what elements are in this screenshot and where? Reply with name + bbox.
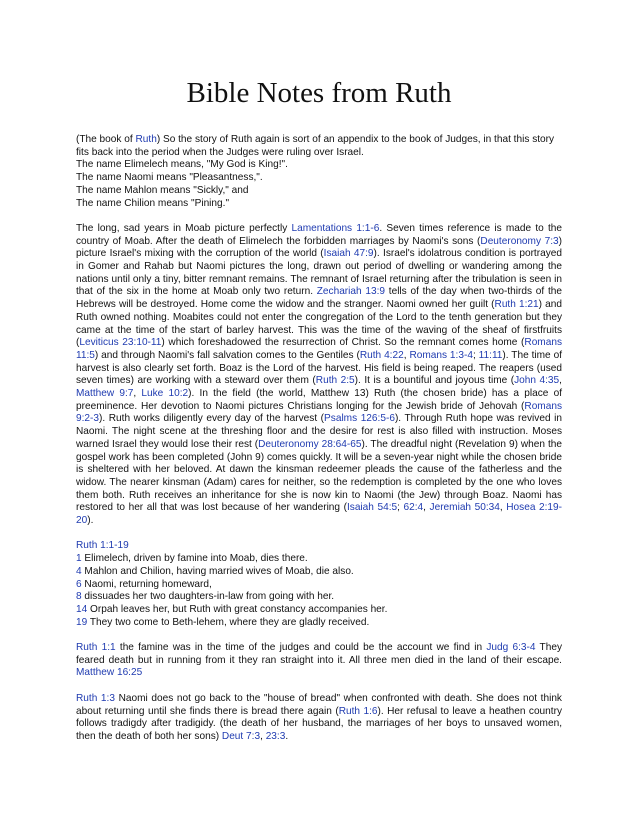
text-line: The name Mahlon means "Sickly," and [76,184,249,196]
page-title: Bible Notes from Ruth [186,77,452,109]
text-line: The name Naomi means "Pleasantness,". [76,172,263,184]
scripture-link-lamentations-1-1-6[interactable]: Lamentations 1:1-6 [291,222,380,234]
scripture-link-ruth[interactable]: Ruth [135,134,157,145]
text-line: The name Chilion means "Pining." [76,197,230,209]
scripture-link-ruth-2-5[interactable]: Ruth 2:5 [315,375,355,387]
verse-note-ruth-1-1: Ruth 1:1 the famine was in the time of the judges and could be the account we find in Judg 6:3-4 They feared death but in running from it they ran straight into it. All three men died in the land of their escape. Matthew 16:25 [76,642,563,679]
scripture-link-luke-10-2[interactable]: Luke 10:2 [141,388,189,400]
text-line: 1 Elimelech, driven by famine into Moab, dies there. [76,553,308,565]
scripture-link-zechariah-13-9[interactable]: Zechariah 13:9 [316,286,386,298]
scripture-link-hosea-2-19-20[interactable]: Hosea 2:19-20 [76,502,563,527]
scripture-link-matthew-16-25[interactable]: Matthew 16:25 [76,667,143,679]
scripture-link-4[interactable]: 4 [76,565,82,577]
scripture-link-ruth-4-22[interactable]: Ruth 4:22 [359,349,404,361]
scripture-link-romans-9-2-3[interactable]: Romans 9:2-3 [76,400,562,425]
scripture-link-14[interactable]: 14 [76,603,88,615]
scripture-link-11-11[interactable]: 11:11 [478,349,503,361]
commentary-paragraph: The long, sad years in Moab picture perfectly Lamentations 1:1-6. Seven times reference is made to the country of Moab. After the death of Elimelech the forbidden marriages by Naomi's sons (Deuteronomy 7:3) picture Israel's mixing with the corruption of the world (Isaiah 47:9). Israel's idolatrous condition is portrayed in Gomer and Rahab but Naomi pictures the long, drawn out period of dwelling or wandering among the nations until only a tiny, bitter remnant remains. The remnant of Israel returning after the tribulation is seen in that of the six in the home at Moab only two return. Zechariah 13:9 tells of the day when two-thirds of the Hebrews will be destroyed. Home come the widow and the stranger. Naomi owned her guilt (Ruth 1:21) and Ruth owned nothing. Moabites could not enter the congregation of the Lord to the tenth generation but they came at the time of the start of barley harvest. This was the time of the waving of the sheaf of firstfruits (Leviticus 23:10-11) which foreshadowed the resurrection of Christ. So the remnant comes home (Romans 11:5) and through Naomi's fall salvation comes to the Gentiles (Ruth 4:22, Romans 1:3-4; 11:11). The time of harvest is also clearly set forth. Boaz is the Lord of the harvest. His field is being reaped. The reapers (used seven times) are working with a steward over them (Ruth 2:5). It is a bountiful and joyous time (John 4:35, Matthew 9:7, Luke 10:2). In the field (the world, Matthew 13) Ruth (the chosen bride) has a place of preeminence. Her devotion to Naomi pictures Christians longing for the Jewish bride of Jehovah (Romans 9:2-3). Ruth works diligently every day of the harvest (Psalms 126:5-6). Through Ruth hope was revived in Naomi. The night scene at the threshing floor and the desire for rest is also filled with instruction. Moses warned Israel they would lose their rest (Deuteronomy 28:64-65). The dreadful night (Revelation 9) when the gospel work has been completed (John 9) comes quickly. It will be a seven-year night while the chosen bride is sheltered with her beloved. At dawn the kinsman redeemer pleads the cause of the fatherless and the widow. The nearer kinsman (Adam) cares for neither, so the redemption is completed by the one who loves them both. Ruth receives an inheritance for she is now kin to Naomi (the Jew) through Boaz. Naomi has restored to her all that was lost because of her wandering (Isaiah 54:5; 62:4, Jeremiah 50:34, Hosea 2:19-20). [76,222,563,527]
text-line: (The book of Ruth) So the story of Ruth again is sort of an appendix to the book of Judges, in that this story fits back into the period when the Judges were ruling over Israel. [76,134,555,158]
scripture-link-19[interactable]: 19 [76,616,88,628]
scripture-link-john-4-35[interactable]: John 4:35 [514,375,560,387]
scripture-link-psalms-126-5-6[interactable]: Psalms 126:5-6 [324,413,395,425]
scripture-link-8[interactable]: 8 [76,591,82,603]
scripture-link-isaiah-54-5[interactable]: Isaiah 54:5 [346,502,398,514]
scripture-link-romans-11-5[interactable]: Romans 11:5 [76,337,562,361]
scripture-link-romans-1-3-4[interactable]: Romans 1:3-4 [409,349,473,361]
intro-paragraph [76,134,562,210]
scripture-link-ruth-1-1-19[interactable]: Ruth 1:1-19 [76,540,129,552]
scripture-link-isaiah-47-9[interactable]: Isaiah 47:9 [323,248,374,260]
text-line: 19 They two come to Beth-lehem, where they are gladly received. [76,616,370,628]
scripture-link-1[interactable]: 1 [76,553,82,565]
scripture-link-leviticus-23-10-11[interactable]: Leviticus 23:10-11 [79,337,162,349]
text-line: 14 Orpah leaves her, but Ruth with great constancy accompanies her. [76,603,388,615]
scripture-link-deut-7-3[interactable]: Deut 7:3 [221,730,261,742]
scripture-link-jeremiah-50-34[interactable]: Jeremiah 50:34 [429,502,500,514]
text-line: The name Elimelech means, "My God is King!". [76,159,288,171]
scripture-link-ruth-1-6[interactable]: Ruth 1:6 [338,705,378,717]
text-line [76,540,562,553]
scripture-link-deuteronomy-28-64-65[interactable]: Deuteronomy 28:64-65 [258,438,362,450]
verse-note-ruth-1-3: Ruth 1:3 Naomi does not go back to the "house of bread" when confronted with death. She does not think about returning until she finds there is bread there again (Ruth 1:6). Her refusal to leave a heathen country follows tradigdy after tradigidy. (the death of her husband, the marriages of her boys to unsaved women, then the death of both her sons) Deut 7:3, 23:3. [76,692,562,742]
scripture-link-ruth-1-21[interactable]: Ruth 1:21 [494,299,539,311]
chapter-outline [76,540,562,629]
scripture-link-matthew-9-7[interactable]: Matthew 9:7 [76,388,134,400]
text-line: 8 dissuades her two daughters-in-law from going with her. [76,591,335,603]
scripture-link-62-4[interactable]: 62:4 [403,502,424,514]
text-line: 6 Naomi, returning homeward, [76,578,212,590]
scripture-link-deuteronomy-7-3[interactable]: Deuteronomy 7:3 [480,235,559,247]
scripture-link-23-3[interactable]: 23:3 [265,730,286,742]
scripture-link-ruth-1-1[interactable]: Ruth 1:1 [76,642,116,654]
scripture-link-judg-6-3-4[interactable]: Judg 6:3-4 [486,642,536,654]
text-line: 4 Mahlon and Chilion, having married wives of Moab, die also. [76,565,354,577]
scripture-link-ruth-1-3[interactable]: Ruth 1:3 [76,692,115,704]
scripture-link-6[interactable]: 6 [76,578,82,590]
